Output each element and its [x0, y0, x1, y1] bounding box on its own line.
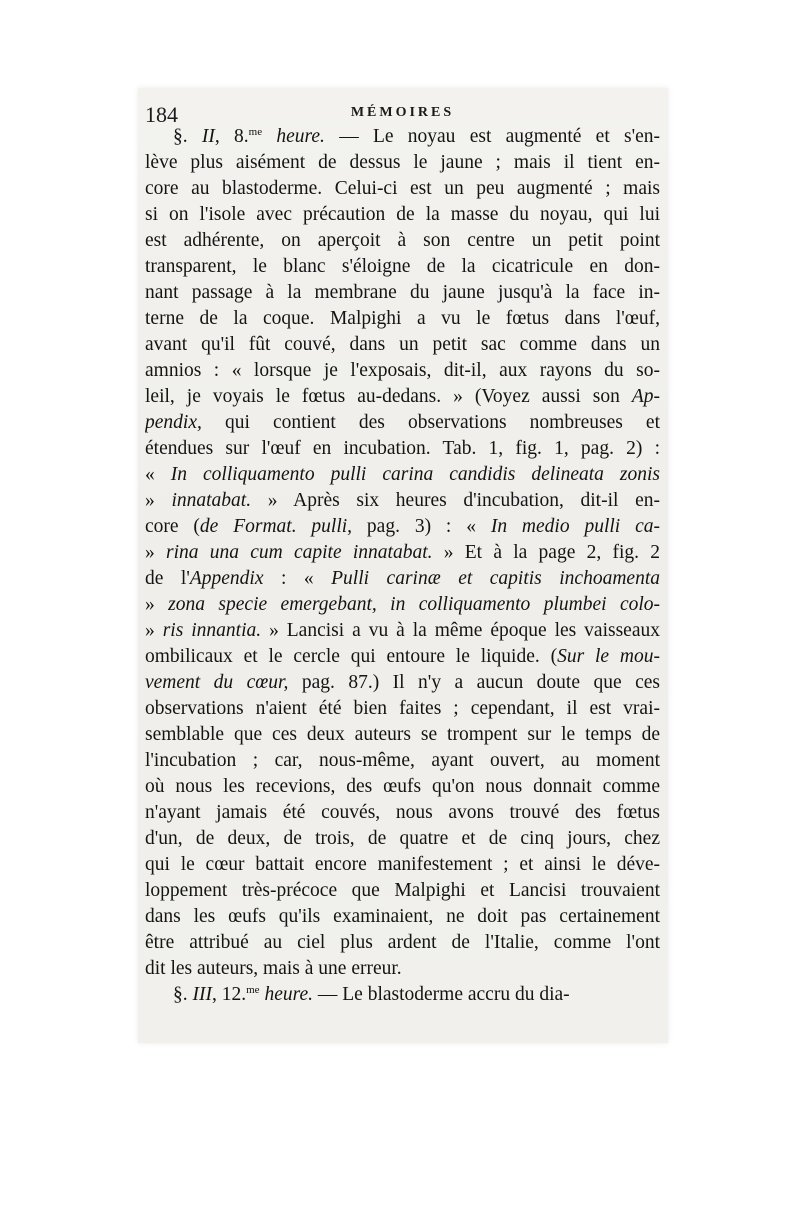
text-segment: n'ayant jamais été couvés, nous avons trouvé des fœtus — [145, 802, 660, 823]
text-segment: » Lancisi a vu à la même époque les vaisseaux — [261, 620, 660, 641]
text-line — [145, 280, 660, 306]
page-header — [145, 102, 660, 127]
text-line — [145, 436, 660, 462]
text-segment: amnios : « lorsque je l'exposais, dit-il, aux rayons du so- — [145, 360, 660, 381]
text-segment: étendues sur l'œuf en incubation. Tab. 1, fig. 1, pag. 2) : — [145, 438, 660, 459]
text-segment: qui le cœur battait encore manifestement ; et ainsi le déve- — [145, 854, 660, 875]
text-line — [145, 488, 660, 514]
text-line — [145, 696, 660, 722]
text-segment: loppement très-précoce que Malpighi et Lancisi trouvaient — [145, 880, 660, 901]
text-segment: leil, je voyais le fœtus au-dedans. » (Voyez aussi son — [145, 386, 632, 407]
text-line — [145, 202, 660, 228]
text-segment: où nous les recevions, des œufs qu'on nous donnait comme — [145, 776, 660, 797]
text-segment: lève plus aisément de dessus le jaune ; mais il tient en- — [145, 152, 660, 173]
text-segment: » — [145, 490, 172, 511]
italic-text: In medio pulli ca- — [490, 516, 660, 537]
text-line — [145, 254, 660, 280]
text-segment: pag. 3) : « — [352, 516, 491, 537]
text-line — [145, 904, 660, 930]
text-line — [145, 228, 660, 254]
italic-text: de Format. pulli, — [199, 516, 353, 537]
text-line — [145, 722, 660, 748]
italic-text: II — [201, 126, 215, 147]
italic-text: Ap- — [631, 386, 660, 407]
text-line — [145, 852, 660, 878]
text-line — [145, 176, 660, 202]
italic-text: In colliquamento pulli carina candidis delineata zonis — [170, 464, 660, 485]
text-line — [145, 826, 660, 852]
italic-text: Pulli carinæ et capitis inchoamenta — [331, 568, 660, 589]
text-line — [145, 332, 660, 358]
text-segment: « — [145, 464, 171, 485]
italic-text: rina una cum capite innatabat. — [166, 542, 433, 563]
text-line — [145, 878, 660, 904]
text-line — [145, 956, 660, 982]
text-segment: » — [145, 542, 166, 563]
italic-text: Appendix — [189, 568, 264, 589]
text-segment: d'un, de deux, de trois, de quatre et de cinq jours, chez — [145, 828, 660, 849]
text-line — [145, 748, 660, 774]
page-number: 184 — [145, 102, 178, 127]
text-line — [145, 670, 660, 696]
text-line — [145, 124, 660, 150]
text-segment: transparent, le blanc s'éloigne de la cicatricule en don- — [145, 256, 660, 277]
text-segment: core au blastoderme. Celui-ci est un peu augmenté ; mais — [145, 178, 660, 199]
text-segment: de l' — [145, 568, 190, 589]
text-segment: terne de la coque. Malpighi a vu le fœtus dans l'œuf, — [145, 308, 660, 329]
text-line — [145, 982, 660, 1008]
body-text — [145, 124, 660, 1008]
text-line — [145, 540, 660, 566]
italic-text: heure. — [276, 126, 325, 147]
text-line — [145, 618, 660, 644]
italic-text: pendix, — [145, 412, 202, 433]
superscript: me — [248, 126, 263, 138]
text-segment: observations n'aient été bien faites ; cependant, il est vrai- — [145, 698, 660, 719]
italic-text: ris innantia. — [162, 620, 262, 641]
text-segment: — Le blastoderme accru du dia- — [313, 984, 570, 1005]
text-segment: l'incubation ; car, nous-même, ayant ouvert, au moment — [145, 750, 660, 771]
italic-text: vement du cœur, — [145, 672, 289, 693]
text-segment: semblable que ces deux auteurs se trompent sur le temps de — [145, 724, 660, 745]
italic-text: III — [192, 984, 212, 1005]
text-line — [145, 306, 660, 332]
text-line — [145, 410, 660, 436]
text-segment: , 8. — [214, 126, 249, 147]
text-segment: » Après six heures d'incubation, dit-il en- — [251, 490, 660, 511]
text-line — [145, 384, 660, 410]
italic-text: zona specie emergebant, in colliquamento plumbei colo- — [168, 594, 660, 615]
text-segment: » Et à la page 2, fig. 2 — [432, 542, 660, 563]
italic-text: Sur le mou- — [557, 646, 660, 667]
text-segment: : « — [263, 568, 332, 589]
text-segment: core ( — [145, 516, 200, 537]
text-segment: , 12. — [211, 984, 247, 1005]
running-head: MÉMOIRES — [350, 105, 455, 120]
text-line — [145, 514, 660, 540]
text-segment: qui contient des observations nombreuses et — [201, 412, 660, 433]
text-segment: est adhérente, on aperçoit à son centre un petit point — [145, 230, 660, 251]
text-line — [145, 774, 660, 800]
text-line — [145, 800, 660, 826]
text-segment: » — [145, 620, 163, 641]
text-segment: si on l'isole avec précaution de la masse du noyau, qui lui — [145, 204, 660, 225]
text-segment: ombilicaux et le cercle qui entoure le liquide. ( — [145, 646, 558, 667]
text-line — [145, 566, 660, 592]
text-line — [145, 150, 660, 176]
italic-text: innatabat. — [171, 490, 252, 511]
text-line — [145, 930, 660, 956]
text-segment: » — [145, 594, 169, 615]
text-segment: §. — [173, 126, 202, 147]
italic-text: heure. — [264, 984, 313, 1005]
text-segment: §. — [173, 984, 193, 1005]
text-segment: pag. 87.) Il n'y a aucun doute que ces — [288, 672, 660, 693]
text-segment: — Le noyau est augmenté et s'en- — [324, 126, 660, 147]
text-line — [145, 462, 660, 488]
text-line — [145, 644, 660, 670]
superscript: me — [246, 984, 260, 996]
text-segment: être attribué au ciel plus ardent de l'Italie, comme l'ont — [145, 932, 660, 953]
text-segment: dit les auteurs, mais à une erreur. — [145, 958, 402, 979]
text-segment — [262, 126, 276, 147]
text-segment: avant qu'il fût couvé, dans un petit sac comme dans un — [145, 334, 660, 355]
text-line — [145, 592, 660, 618]
text-line — [145, 358, 660, 384]
text-segment: dans les œufs qu'ils examinaient, ne doit pas certainement — [145, 906, 660, 927]
text-segment: nant passage à la membrane du jaune jusqu'à la face in- — [145, 282, 660, 303]
